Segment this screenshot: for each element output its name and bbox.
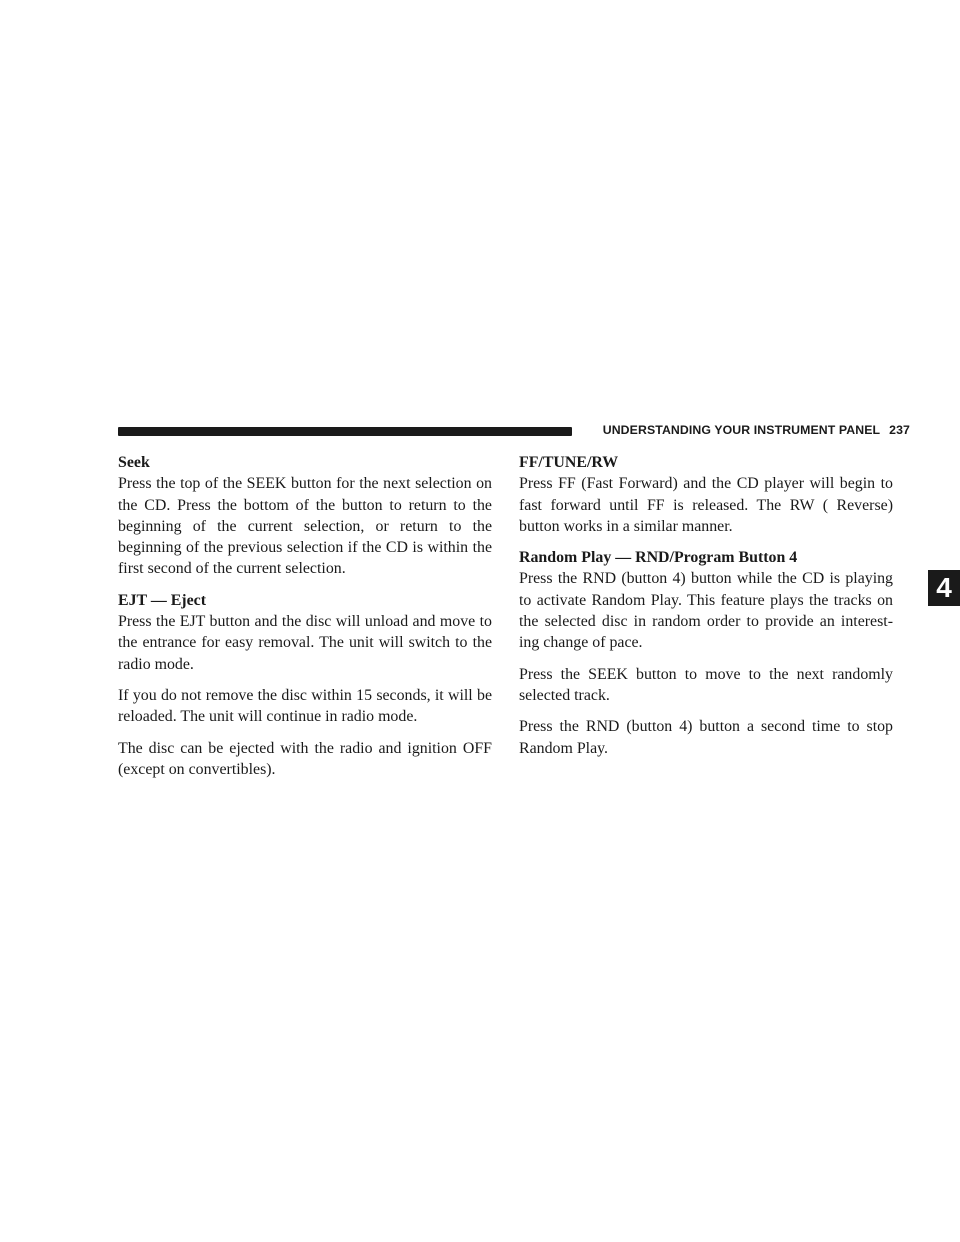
section-title: UNDERSTANDING YOUR INSTRUMENT PANEL xyxy=(602,423,881,437)
random-play-section xyxy=(519,547,893,759)
paragraph: Press the RND (button 4) button a second time to stop Random Play. xyxy=(519,718,893,757)
section-heading: FF/TUNE/RW xyxy=(519,454,619,471)
page-number: 237 xyxy=(889,423,910,437)
section-heading: Seek xyxy=(118,454,150,471)
left-column xyxy=(118,452,492,790)
paragraph: Press the EJT button and the disc will unload and move to the entrance for easy removal. The unit will switch to the radio mode. xyxy=(118,613,492,673)
paragraph: If you do not remove the disc within 15 seconds, it will be reloaded. The unit will continue in radio mode. xyxy=(118,686,492,726)
ff-tune-rw-section xyxy=(519,452,893,537)
header-text xyxy=(580,423,910,437)
chapter-tab: 4 xyxy=(928,570,960,606)
header-rule xyxy=(118,427,572,436)
right-column xyxy=(519,452,893,769)
section-heading: EJT — Eject xyxy=(118,591,206,609)
section-heading: Random Play — RND/Program Button 4 xyxy=(519,549,798,567)
paragraph: Press the RND (button 4) button while the CD is playing to activate Random Play. This feature plays the tracks on the selected disc in random order to provide an interest-ing change of pace. xyxy=(519,570,893,652)
paragraph: Press FF (Fast Forward) and the CD player will begin to fast forward until FF is released. The RW ( Reverse) button works in a similar manner. xyxy=(519,475,893,535)
page-header xyxy=(118,424,910,438)
paragraph: Press the top of the SEEK button for the next selection on the CD. Press the bottom of the button to return to the beginning of the current selection, or return to the beginning of the previous selection if the CD is within the first second of the current selection. xyxy=(118,475,492,578)
paragraph: The disc can be ejected with the radio and ignition OFF (except on convertibles). xyxy=(118,739,492,778)
paragraph: Press the SEEK button to move to the next randomly selected track. xyxy=(519,665,893,704)
eject-section xyxy=(118,590,492,780)
seek-section xyxy=(118,452,492,580)
